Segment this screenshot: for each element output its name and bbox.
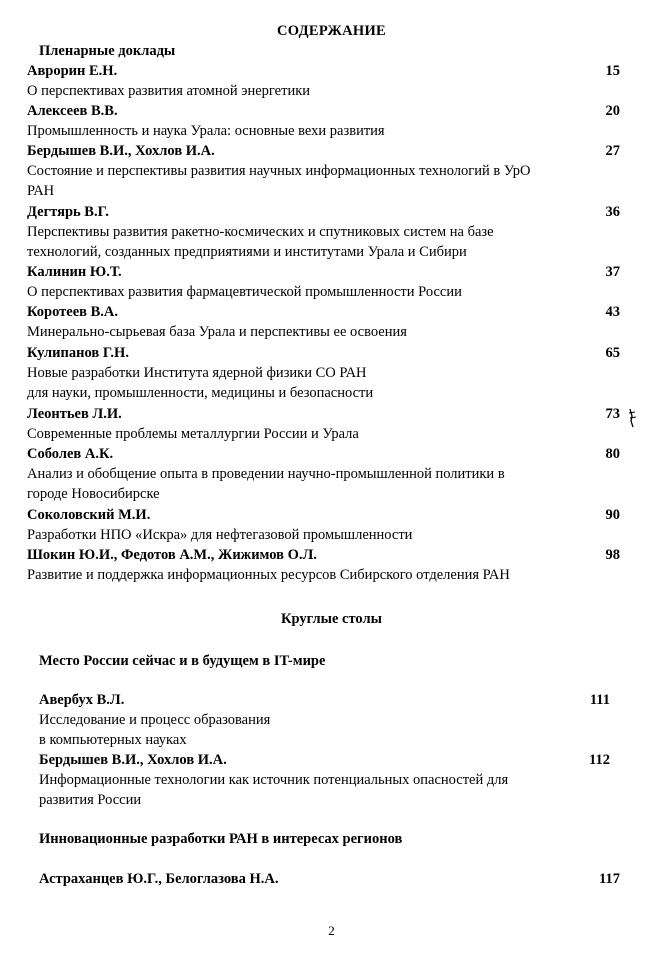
entry-authors: Бердышев В.И., Хохлов И.А.	[39, 752, 227, 768]
entry-authors: Соколовский М.И.	[27, 507, 151, 523]
entry-page-number: 37	[605, 264, 620, 280]
entry-title: развития России	[39, 792, 142, 808]
entry-title: РАН	[27, 183, 55, 199]
entry-authors: Калинин Ю.Т.	[27, 264, 122, 280]
entry-page-number: 43	[605, 304, 620, 320]
entry-page-number: 111	[589, 692, 610, 708]
entry-page-number: 65	[605, 345, 620, 361]
entry-title: О перспективах развития атомной энергетики	[27, 83, 311, 99]
entry-page-number: 27	[605, 143, 620, 159]
entry-page-number: 36	[605, 204, 620, 220]
entry-title: Минерально-сырьевая база Урала и перспективы ее освоения	[27, 324, 407, 340]
entry-page-number: 112	[589, 752, 610, 768]
entry-title: Анализ и обобщение опыта в проведении научно-промышленной политики в	[27, 466, 505, 482]
entry-authors: Алексеев В.В.	[27, 103, 118, 119]
page-number: 2	[328, 923, 335, 938]
entry-authors: Леонтьев Л.И.	[27, 406, 122, 422]
plenary-heading: Пленарные доклады	[39, 43, 176, 59]
entry-title: технологий, созданных предприятиями и институтами Урала и Сибири	[27, 244, 467, 260]
entry-title: Информационные технологии как источник потенциальных опасностей для	[39, 772, 509, 788]
entry-title: Перспективы развития ракетно-космических и спутниковых систем на базе	[27, 224, 494, 240]
round-tables-heading: Круглые столы	[281, 611, 382, 627]
entry-authors: Коротеев В.А.	[27, 304, 119, 320]
entry-title: Современные проблемы металлургии России и Урала	[27, 426, 359, 442]
entry-page-number: 117	[599, 871, 620, 887]
entry-authors: Астраханцев Ю.Г., Белоглазова Н.А.	[39, 871, 279, 887]
entry-title: Промышленность и наука Урала: основные вехи развития	[27, 123, 385, 139]
entry-authors: Аврорин Е.Н.	[27, 63, 118, 79]
entry-title: для науки, промышленности, медицины и безопасности	[27, 385, 374, 401]
entry-title: Состояние и перспективы развития научных информационных технологий в УрО	[27, 163, 531, 179]
entry-title: Исследование и процесс образования	[39, 712, 271, 728]
entry-title: в компьютерных науках	[39, 732, 187, 748]
entry-authors: Шокин Ю.И., Федотов А.М., Жижимов О.Л.	[27, 547, 317, 563]
page-title: СОДЕРЖАНИЕ	[276, 23, 387, 39]
entry-authors: Бердышев В.И., Хохлов И.А.	[27, 143, 215, 159]
section-heading-it: Место России сейчас и в будущем в IT-мире	[39, 653, 326, 669]
section-heading-innovations: Инновационные разработки РАН в интересах регионов	[39, 831, 403, 847]
entry-page-number: 90	[605, 507, 620, 523]
entry-authors: Авербух В.Л.	[39, 692, 125, 708]
entry-page-number: 15	[605, 63, 620, 79]
entry-page-number: 73	[605, 406, 620, 422]
entry-authors: Кулипанов Г.Н.	[27, 345, 129, 361]
entry-page-number: 20	[605, 103, 620, 119]
entry-authors: Соболев А.К.	[27, 446, 114, 462]
handwritten-mark-icon	[627, 407, 639, 429]
entry-title: Развитие и поддержка информационных ресурсов Сибирского отделения РАН	[27, 567, 510, 583]
entry-page-number: 80	[605, 446, 620, 462]
entry-page-number: 98	[605, 547, 620, 563]
entry-title: городе Новосибирске	[27, 486, 160, 502]
entry-title: Разработки НПО «Искра» для нефтегазовой промышленности	[27, 527, 413, 543]
entry-title: Новые разработки Института ядерной физики СО РАН	[27, 365, 367, 381]
entry-authors: Дегтярь В.Г.	[27, 204, 109, 220]
entry-title: О перспективах развития фармацевтической промышленности России	[27, 284, 462, 300]
